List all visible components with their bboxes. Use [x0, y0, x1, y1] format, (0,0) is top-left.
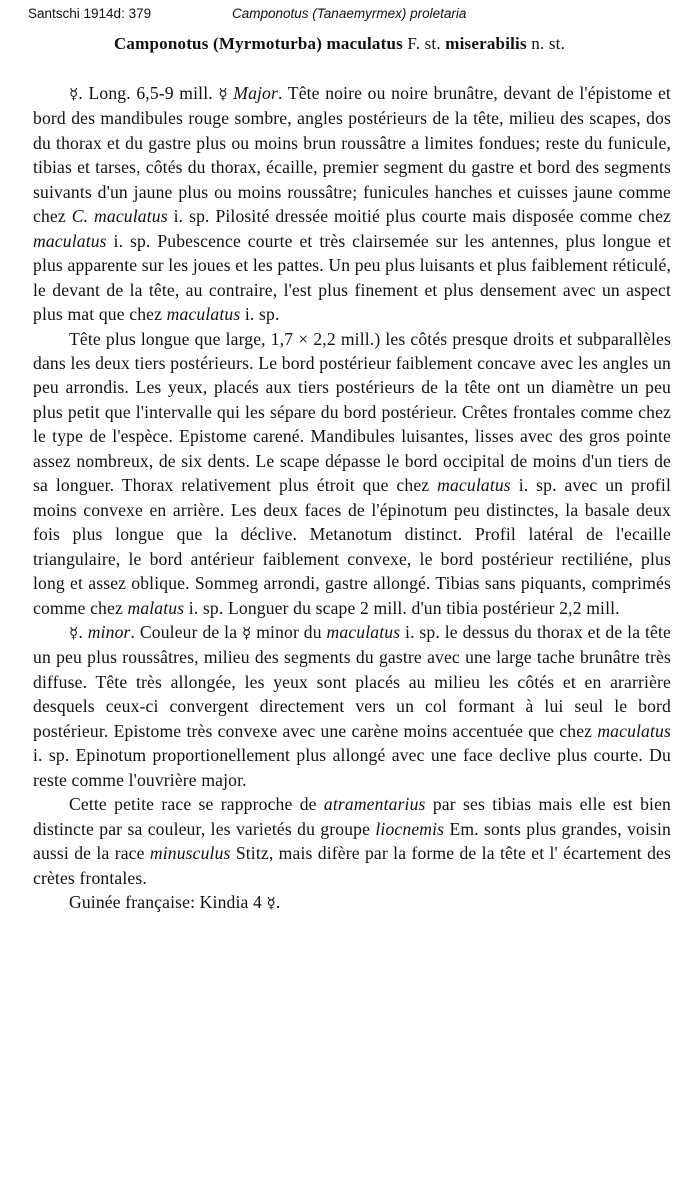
worker-symbol-icon: ☿: [218, 85, 228, 103]
paragraph-head-thorax: [33, 327, 671, 620]
taxon-name: malatus: [127, 597, 185, 618]
taxon-name: maculatus: [597, 720, 671, 741]
worker-symbol-icon: ☿: [242, 623, 252, 642]
text-span: Tête plus longue que large, 1,7 × 2,2 mill.) les côtés presque droits et subparallèles dans les deux tiers postérieurs. Le bord postérieur faiblement concave avec les angles un peu arrondis. Les yeux, placés aux tiers postérieurs de la tête ont un diamètre un peu plus petit que l'intervalle qui les sépare du bord postérieur. Crêtes frontales comme chez le type de l'espèce. Epistome carené. Mandibules luisantes, lisses avec des gros pointe assez nombreux, de six dents. Le scape dépasse le bord occipital de moins d'un tiers de sa longuer. Thorax relativement plus étroit que chez: [33, 328, 671, 496]
taxon-name: maculatus: [166, 304, 241, 325]
taxon-name: atramentarius: [323, 794, 426, 815]
text-span: i. sp. Longuer du scape 2 mill. d'un tibia postérieur 2,2 mill.: [184, 597, 620, 618]
page-title: [0, 34, 679, 54]
title-author: F. st.: [407, 34, 441, 53]
title-species: maculatus: [326, 34, 403, 53]
text-span: Stitz, mais difère par la forme de la tête et l' écartement des crètes frontales.: [33, 843, 671, 888]
taxon-header: Camponotus (Tanaemyrmex) proletaria: [232, 6, 467, 21]
text-span: Cette petite race se rapproche de: [69, 794, 324, 815]
citation-header: Santschi 1914d: 379: [28, 6, 152, 21]
taxon-name: maculatus: [33, 230, 107, 251]
title-subspecies: miserabilis: [445, 34, 527, 53]
text-span: Guinée française: Kindia 4: [69, 891, 267, 912]
text-span: i. sp. Pubescence courte et très clairsemée sur les antennes, plus longue et plus apparente sur les joues et les pattes. Un peu plus luisants et plus faiblement réticulé, le devant de la tête, au contraire, l'est plus finement et plus densement avec un aspect plus mat que chez: [33, 230, 671, 325]
title-subgenus: (Myrmoturba): [213, 34, 323, 53]
text-span: .: [275, 891, 281, 912]
worker-symbol-icon: ☿: [69, 623, 79, 642]
text-span: par ses tibias mais elle est bien distincte par sa couleur, les varietés du groupe: [33, 794, 672, 839]
worker-symbol-icon: ☿: [266, 893, 276, 912]
paragraph-description-major: [33, 81, 671, 327]
text-span: i. sp. avec un profil moins convexe en arrière. Les deux faces de l'épinotum peu distinctes, la basale deux fois plus longue que la déclive. Metanotum distinct. Profil latéral de l'ecaille triangulaire, le bord antérieur faiblement convexe, le bord postérieur rectiliéne, plus long et assez oblique. Sommeg arrondi, gastre allongé. Tibias sans piquants, comprimés comme chez: [33, 475, 671, 618]
taxon-name: C. maculatus: [71, 206, 168, 227]
taxon-name: maculatus: [437, 475, 511, 496]
text-span: minor du: [251, 621, 327, 642]
paragraph-locality: [33, 890, 671, 915]
paragraph-description-minor: [33, 620, 671, 792]
article-body: [33, 81, 671, 915]
text-span: i. sp. Pilosité dressée moitié plus courte mais disposée comme chez: [167, 206, 671, 227]
text-span: . Couleur de la: [130, 621, 243, 642]
text-span: . Tête noire ou noire brunâtre, devant de l'épistome et bord des mandibules rouge sombre, angles postérieurs de la tête, milieu des scapes, dos du thorax et du gastre plus ou moins brun roussâtre a limites fondues; reste du funicule, tibias et tarses, côtés du thorax, écaille, premier segment du gastre et bord des segments suivants d'un jaune plus ou moins roussâtre; funicules hanches et cuisses jaune comme chez: [33, 83, 671, 227]
caste-label: minor: [87, 621, 131, 642]
text-span: .: [78, 621, 88, 642]
title-status: n. st.: [531, 34, 566, 53]
taxon-name: liocnemis: [375, 818, 445, 839]
text-span: . Long. 6,5-9 mill.: [78, 83, 219, 103]
title-genus: Camponotus: [113, 34, 209, 53]
caste-label: Major: [233, 83, 278, 103]
text-span: i. sp. Epinotum proportionellement plus allongé avec une face declive plus courte. Du reste comme l'ouvrière major.: [33, 745, 671, 790]
worker-symbol-icon: ☿: [69, 85, 79, 103]
taxon-name: maculatus: [326, 621, 401, 642]
text-span: i. sp.: [240, 304, 280, 325]
text-span: Em. sonts plus grandes, voisin aussi de la race: [33, 818, 672, 864]
paragraph-comparison: [33, 792, 671, 890]
taxon-name: minusculus: [149, 843, 231, 864]
text-span: i. sp. le dessus du thorax et de la tête un peu plus roussâtres, milieu des segments du gastre avec une large tache brunâtre très diffuse. Tête très allongée, les yeux sont placés au milieu les côtés et en ararrière desquels ceux-ci convergent directement vers un col formant à lui seul le bord postérieur. Epistome très convexe avec une carène moins accentuée que chez: [33, 621, 671, 741]
